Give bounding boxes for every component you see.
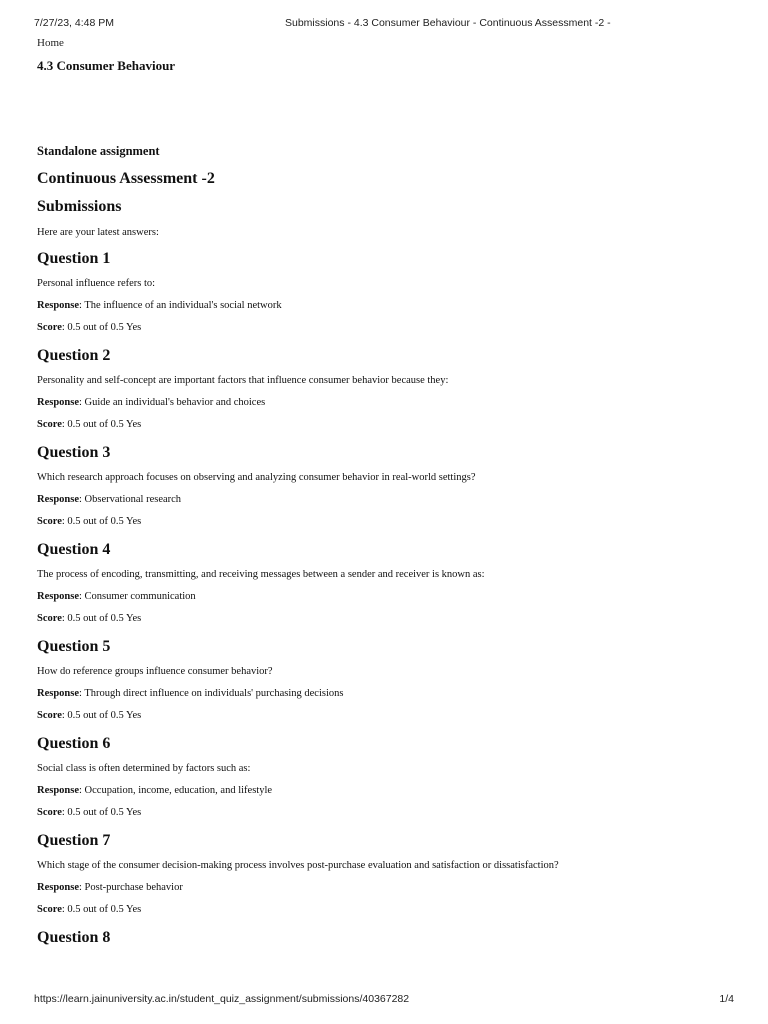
print-datetime: 7/27/23, 4:48 PM — [34, 17, 114, 29]
print-url: https://learn.jainuniversity.ac.in/student_quiz_assignment/submissions/40367282 — [34, 993, 410, 1005]
question-text: Which research approach focuses on observing and analyzing consumer behavior in real-world settings? — [37, 472, 476, 483]
question-score — [37, 806, 727, 820]
question-text: Social class is often determined by factors such as: — [37, 763, 251, 774]
question-title: Question 8 — [37, 929, 111, 946]
score-value: : 0.5 out of 0.5 Yes — [61, 904, 142, 915]
response-label: Response — [37, 300, 80, 311]
intro-text: Here are your latest answers: — [37, 227, 159, 238]
question-title: Question 2 — [37, 347, 111, 364]
question-title: Question 7 — [37, 832, 111, 849]
response-value: : The influence of an individual's social network — [79, 300, 282, 311]
print-header — [34, 17, 734, 31]
question-text: Personality and self-concept are important factors that influence consumer behavior because they: — [37, 375, 449, 386]
question-score — [37, 321, 727, 335]
score-label: Score — [37, 807, 62, 818]
question-title: Question 6 — [37, 735, 111, 752]
question-block — [37, 346, 727, 432]
question-score — [37, 612, 727, 626]
question-response — [37, 396, 727, 410]
question-text: How do reference groups influence consumer behavior? — [37, 666, 273, 677]
question-score — [37, 418, 727, 432]
response-label: Response — [37, 882, 80, 893]
score-value: : 0.5 out of 0.5 Yes — [61, 516, 142, 527]
question-response — [37, 493, 727, 507]
question-block — [37, 734, 727, 820]
score-label: Score — [37, 322, 62, 333]
question-title: Question 5 — [37, 638, 111, 655]
response-label: Response — [37, 785, 80, 796]
question-title: Question 4 — [37, 541, 111, 558]
page-number: 1/4 — [719, 993, 734, 1005]
response-value: : Guide an individual's behavior and choices — [79, 397, 266, 408]
section-title: Submissions — [37, 198, 122, 215]
score-label: Score — [37, 613, 62, 624]
question-text: Which stage of the consumer decision-making process involves post-purchase evaluation and satisfaction or dissatisfaction? — [37, 860, 559, 871]
question-response — [37, 784, 727, 798]
question-score — [37, 709, 727, 723]
page-content — [37, 36, 727, 948]
assessment-title: Continuous Assessment -2 — [37, 170, 215, 187]
question-title: Question 3 — [37, 444, 111, 461]
question-block — [37, 831, 727, 917]
question-response — [37, 687, 727, 701]
home-link[interactable]: Home — [37, 37, 64, 49]
response-label: Response — [37, 688, 80, 699]
question-response — [37, 590, 727, 604]
question-response — [37, 299, 727, 313]
print-page-title: Submissions - 4.3 Consumer Behaviour - Continuous Assessment -2 - — [285, 17, 611, 29]
score-label: Score — [37, 419, 62, 430]
course-title: 4.3 Consumer Behaviour — [37, 58, 176, 73]
print-footer — [34, 993, 734, 1007]
question-text: Personal influence refers to: — [37, 278, 156, 289]
question-score — [37, 903, 727, 917]
question-response — [37, 881, 727, 895]
question-block — [37, 540, 727, 626]
response-value: : Through direct influence on individuals' purchasing decisions — [79, 688, 344, 699]
response-label: Response — [37, 591, 80, 602]
score-label: Score — [37, 710, 62, 721]
response-value: : Post-purchase behavior — [79, 882, 183, 893]
question-score — [37, 515, 727, 529]
question-block — [37, 249, 727, 335]
question-title: Question 1 — [37, 250, 111, 267]
question-text: The process of encoding, transmitting, and receiving messages between a sender and receiver is known as: — [37, 569, 485, 580]
response-label: Response — [37, 397, 80, 408]
score-value: : 0.5 out of 0.5 Yes — [61, 613, 142, 624]
assignment-type: Standalone assignment — [37, 144, 160, 158]
question-block — [37, 443, 727, 529]
response-label: Response — [37, 494, 80, 505]
score-value: : 0.5 out of 0.5 Yes — [61, 419, 142, 430]
question-block — [37, 637, 727, 723]
score-value: : 0.5 out of 0.5 Yes — [61, 807, 142, 818]
response-value: : Occupation, income, education, and lifestyle — [79, 785, 273, 796]
score-label: Score — [37, 904, 62, 915]
response-value: : Consumer communication — [79, 591, 196, 602]
question-block — [37, 928, 727, 948]
score-value: : 0.5 out of 0.5 Yes — [61, 322, 142, 333]
score-label: Score — [37, 516, 62, 527]
score-value: : 0.5 out of 0.5 Yes — [61, 710, 142, 721]
response-value: : Observational research — [79, 494, 182, 505]
